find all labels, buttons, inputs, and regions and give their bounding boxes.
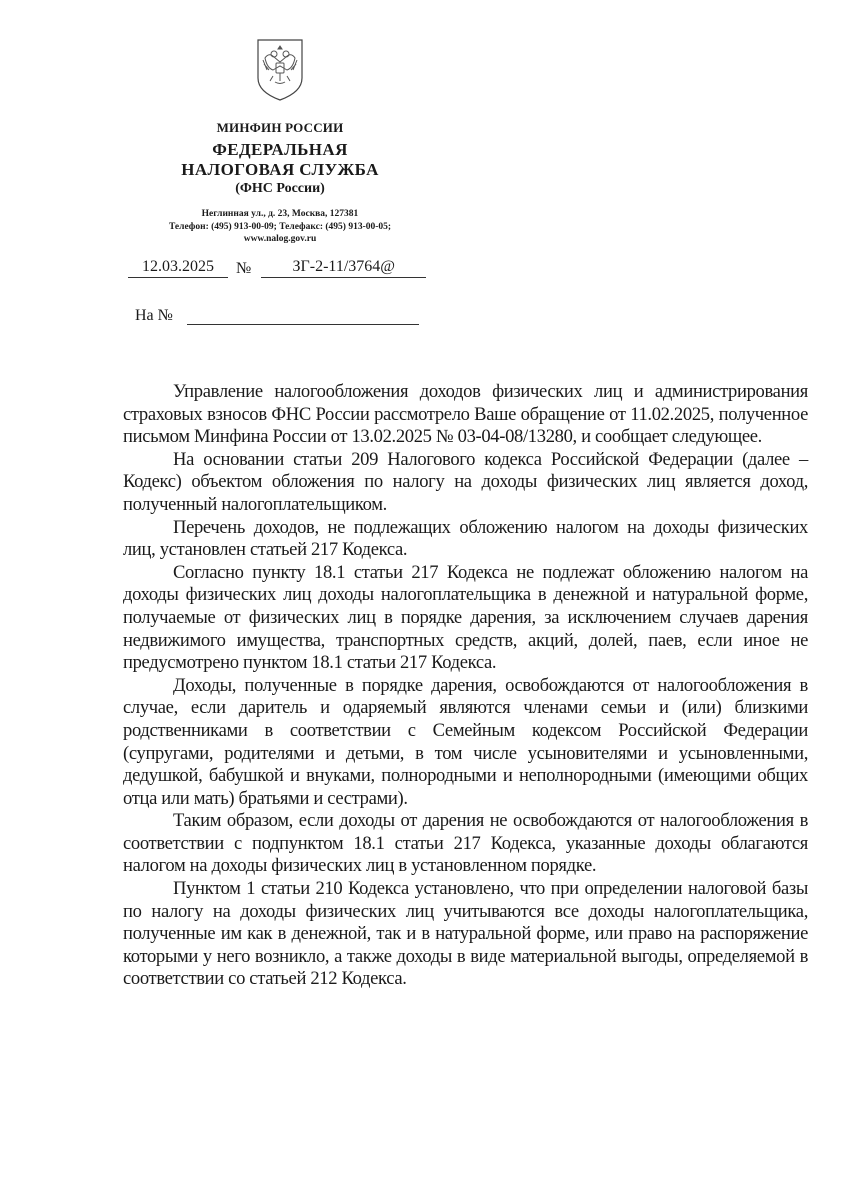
- phones: Телефон: (495) 913-00-09; Телефакс: (495) 913-00-05;: [168, 221, 392, 232]
- paragraph: Таким образом, если доходы от дарения не освобождаются от налогообложения в соответствии с подпунктом 18.1 статьи 217 Кодекса, указанные доходы облагаются налогом на доходы физических лиц в установленном порядке.: [123, 810, 808, 877]
- agency-short-name: (ФНС России): [235, 181, 325, 196]
- ministry-name: МИНФИН РОССИИ: [216, 120, 344, 135]
- number-sign: №: [236, 260, 252, 277]
- paragraph: Доходы, полученные в порядке дарения, освобождаются от налогообложения в случае, если даритель и одаряемый являются членами семьи и (или) близкими родственниками в соответствии с Семейным кодексом Российской Федерации (супругами, родителями и детьми, в том числе усыновителями и усыновленными, дедушкой, бабушкой и внуками, полнородными и неполнородными (имеющими общих отца или мать) братьями и сестрами).: [123, 674, 808, 809]
- registration-line: [128, 258, 426, 278]
- russian-coat-of-arms-icon: [255, 38, 305, 102]
- contact-info: [130, 208, 430, 246]
- paragraph: Пунктом 1 статьи 210 Кодекса установлено, что при определении налоговой базы по налогу на доходы физических лиц учитываются все доходы налогоплательщика, полученные им как в денежной, так и в натуральной форме, или право на распоряжение которыми у него возникло, а также доходы в виде материальной выгоды, определяемой в соответствии со статьей 212 Кодекса.: [123, 878, 808, 990]
- reply-number-field: [187, 305, 419, 325]
- address: Неглинная ул., д. 23, Москва, 127381: [201, 209, 359, 219]
- paragraph: Управление налогообложения доходов физических лиц и администрирования страховых взносов ФНС России рассмотрело Ваше обращение от 11.02.2025, полученное письмом Минфина России от 13.02.2025 № 03-04-08/13280, и сообщает следующее.: [123, 381, 808, 448]
- agency-name-line2: НАЛОГОВАЯ СЛУЖБА: [181, 160, 379, 179]
- agency-name-line1: ФЕДЕРАЛЬНАЯ: [212, 140, 348, 159]
- paragraph: Перечень доходов, не подлежащих обложению налогом на доходы физических лиц, установлен статьей 217 Кодекса.: [123, 516, 808, 561]
- website: www.nalog.gov.ru: [243, 234, 317, 244]
- letter-body: [123, 381, 808, 991]
- reply-label: На №: [135, 307, 173, 324]
- letter-date: 12.03.2025: [128, 258, 228, 278]
- paragraph: Согласно пункту 18.1 статьи 217 Кодекса не подлежат обложению налогом на доходы физических лиц доходы налогоплательщика в денежной и натуральной форме, получаемые от физических лиц в порядке дарения, за исключением случаев дарения недвижимого имущества, транспортных средств, акций, долей, паев, если иное не предусмотрено пунктом 18.1 статьи 217 Кодекса.: [123, 561, 808, 674]
- paragraph: На основании статьи 209 Налогового кодекса Российской Федерации (далее – Кодекс) объектом обложения по налогу на доходы физических лиц является доход, полученный налогоплательщиком.: [123, 448, 808, 515]
- letterhead: [130, 38, 430, 246]
- letter-number: ЗГ-2-11/3764@: [261, 258, 426, 278]
- reply-reference-line: [135, 305, 419, 325]
- agency-name: [130, 140, 430, 180]
